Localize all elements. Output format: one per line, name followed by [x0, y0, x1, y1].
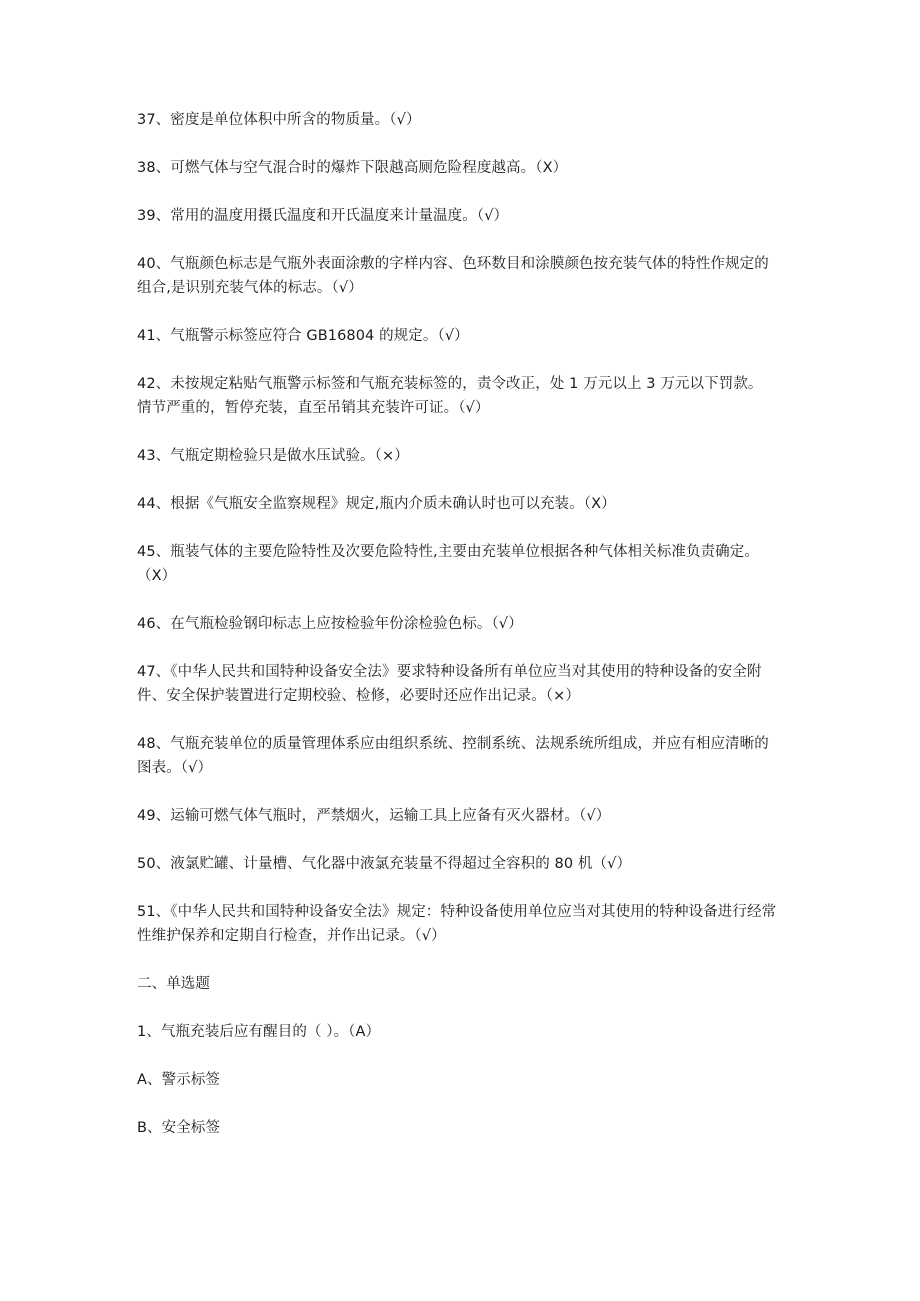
question-39: 39、常用的温度用摄氏温度和开氏温度来计量温度。（√）	[137, 208, 509, 224]
question-51: 51、《中华人民共和国特种设备安全法》规定：特种设备使用单位应当对其使用的特种设备进行经常性维护保养和定期自行检查，并作出记录。（√）	[137, 904, 777, 944]
question-43: 43、气瓶定期检验只是做水压试验。（×）	[137, 448, 409, 464]
option-a: A、警示标签	[137, 1072, 221, 1088]
question-45: 45、瓶装气体的主要危险特性及次要危险特性,主要由充装单位根据各种气体相关标准负责确定。（X）	[137, 544, 759, 584]
document-body	[137, 108, 777, 1164]
question-50: 50、液氯贮罐、计量槽、气化器中液氯充装量不得超过全容积的 80 机（√）	[137, 856, 632, 872]
option-b: B、安全标签	[137, 1120, 221, 1136]
question-37: 37、密度是单位体积中所含的物质量。（√）	[137, 112, 421, 128]
question-44: 44、根据《气瓶安全监察规程》规定,瓶内介质未确认时也可以充装。（X）	[137, 496, 616, 512]
question-46: 46、在气瓶检验钢印标志上应按检验年份涂检验色标。（√）	[137, 616, 523, 632]
question-40: 40、气瓶颜色标志是气瓶外表面涂敷的字样内容、色环数目和涂膜颜色按充装气体的特性作规定的组合,是识别充装气体的标志。（√）	[137, 256, 769, 296]
question-48: 48、气瓶充装单位的质量管理体系应由组织系统、控制系统、法规系统所组成，并应有相应清晰的图表。（√）	[137, 736, 769, 776]
question-41: 41、气瓶警示标签应符合 GB16804 的规定。（√）	[137, 328, 469, 344]
question-42: 42、未按规定粘贴气瓶警示标签和气瓶充装标签的，责令改正，处 1 万元以上 3 万元以下罚款。情节严重的，暂停充装，直至吊销其充装许可证。（√）	[137, 376, 763, 416]
single-choice-question-1: 1、气瓶充装后应有醒目的（ ）。（A）	[137, 1024, 381, 1040]
section-heading-single-choice: 二、单选题	[137, 976, 210, 992]
question-47: 47、《中华人民共和国特种设备安全法》要求特种设备所有单位应当对其使用的特种设备的安全附件、安全保护装置进行定期校验、检修，必要时还应作出记录。（×）	[137, 664, 762, 704]
question-38: 38、可燃气体与空气混合时的爆炸下限越高厕危险程度越高。（X）	[137, 160, 568, 176]
question-49: 49、运输可燃气体气瓶时，严禁烟火，运输工具上应备有灭火器材。（√）	[137, 808, 611, 824]
